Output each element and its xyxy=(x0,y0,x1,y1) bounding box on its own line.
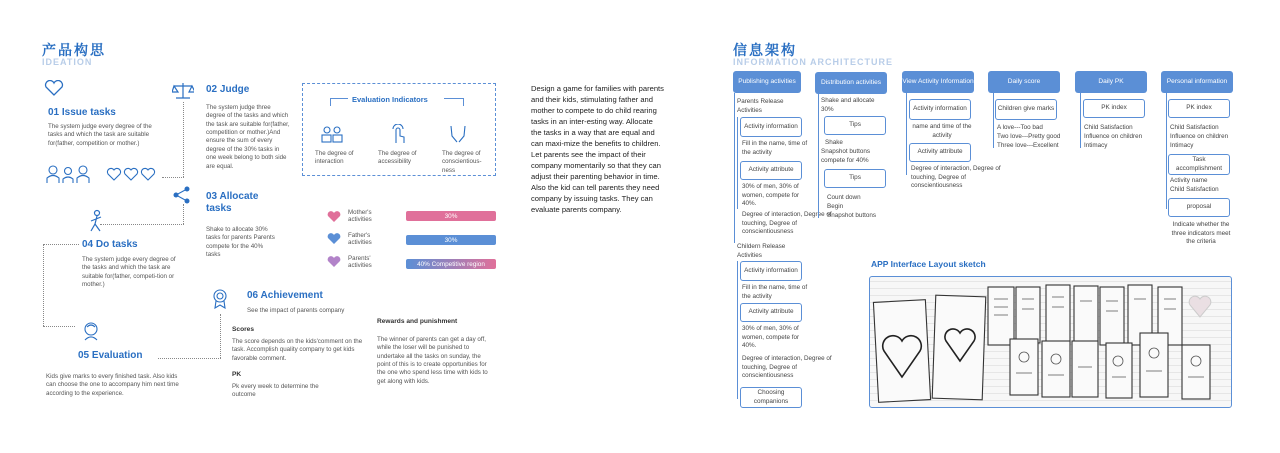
pub-degree-text-2: Degree of interaction, Degree of touching, Degree of conscientiousness xyxy=(742,355,832,379)
dist-begin: Begin xyxy=(827,203,844,210)
ideation-title-cn: 产品构思 xyxy=(42,42,106,58)
view-activity-info-box: Activity information xyxy=(909,99,971,120)
view-name-time: name and time of the activity xyxy=(912,123,972,139)
pub-activity-info-box: Activity information xyxy=(740,117,802,137)
bar-mother-label: Mother's activities xyxy=(348,209,372,223)
personal-proposal-box: proposal xyxy=(1168,198,1230,217)
score-item-2: Two love---Pretty good xyxy=(997,133,1061,140)
evaluation-indicators-title: Evaluation Indicators xyxy=(352,95,428,104)
step-dotasks-title: 04 Do tasks xyxy=(82,239,138,250)
rewards-text: The winner of parents can get a day off, while the loser will be punished to undertake all the tasks on sunday, the point of this is to create opportunities for the one who spend less time with kids to get along with kids. xyxy=(377,336,488,385)
personal-task-item-1: Activity name xyxy=(1170,177,1208,184)
sketch-title: APP Interface Layout sketch xyxy=(871,259,986,269)
step-issue-text: The system judge every degree of the tasks and which the task are suitable for(father, competition or mother.) xyxy=(48,123,152,147)
design-description: Design a game for families with parents and their kids, stimulating father and mother to compete to do child rearing tasks in an inter-esting way. Allocate the tasks in a way that are equal and can maxi-mize the benefits to children. Let parents see the impact of their company momentarily so that they can adjust their parenting behavior in time. Also the kid can tell parents they need company by issuing tasks. They can evaluate parents company. xyxy=(531,84,664,214)
pk-text: Pk every week to determine the outcome xyxy=(232,383,319,399)
people-interaction-icon xyxy=(320,125,344,143)
dist-shake-label: Shake and allocate 30% xyxy=(821,97,875,113)
pk-index-box: PK index xyxy=(1083,99,1145,118)
rewards-title: Rewards and punishment xyxy=(377,318,458,325)
step-evaluation-text: Kids give marks to every finished task. Also kids can choose the one to accompany him next time according to the experience. xyxy=(46,373,179,397)
ideation-title-en: IDEATION xyxy=(42,57,93,67)
personal-pk-item-1: Child Satisfaction xyxy=(1170,124,1219,131)
header-daily-score: Daily score xyxy=(988,71,1060,93)
pub-attr-text: 30% of men, 30% of women, compete for 40%. xyxy=(742,183,800,207)
pub-activity-attr-box-2: Activity attribute xyxy=(740,303,802,322)
pk-title: PK xyxy=(232,371,242,378)
bar-parents: 40% Competitive region xyxy=(406,259,496,269)
child-running-icon xyxy=(88,209,104,233)
header-daily-pk: Daily PK xyxy=(1075,71,1147,93)
step-allocate-text: Shake to allocate 30% tasks for parents Parents compete for the 40% tasks xyxy=(206,226,275,259)
header-view-activity: View Activity Information xyxy=(902,71,974,93)
personal-pk-item-3: Intimacy xyxy=(1170,142,1194,149)
choosing-companions-box: Choosing companions xyxy=(740,387,802,408)
dist-tips-box-2: Tips xyxy=(824,169,886,188)
pk-item-3: Intimacy xyxy=(1084,142,1108,149)
dist-countdown: Count down xyxy=(827,194,861,201)
architecture-title-cn: 信息架构 xyxy=(733,42,797,58)
indicator-interaction: The degree of interaction xyxy=(315,150,354,166)
personal-task-box: Task accomplishment xyxy=(1168,154,1230,175)
family-icon xyxy=(46,164,102,184)
score-item-1: A love---Too bad xyxy=(997,124,1043,131)
heart-icon xyxy=(44,80,64,96)
header-publishing: Publishing activities xyxy=(733,71,801,93)
architecture-title-en: INFORMATION ARCHITECTURE xyxy=(733,57,893,67)
mother-heart-icon xyxy=(327,211,341,223)
dist-snapshot-buttons: Snapshot buttons xyxy=(827,212,877,219)
bar-father: 30% xyxy=(406,235,496,245)
dist-snapshot-label: Snapshot buttons compete for 40% xyxy=(821,148,871,164)
dist-tips-box-1: Tips xyxy=(824,116,886,135)
child-face-icon xyxy=(82,321,100,341)
pub-activity-attr-box: Activity attribute xyxy=(740,161,802,180)
bar-parents-label: Parents' activities xyxy=(348,255,372,269)
pub-degree-text: Degree of interaction, Degree of touching, Degree of conscientiousness xyxy=(742,211,832,235)
score-item-3: Three love---Excellent xyxy=(997,142,1059,149)
hands-icon xyxy=(448,124,468,144)
step-evaluation-title: 05 Evaluation xyxy=(78,350,143,361)
pub-fill-text: Fill in the name, time of the activity xyxy=(742,140,808,156)
father-heart-icon xyxy=(327,233,341,245)
share-icon xyxy=(172,186,192,204)
header-distribution: Distribution activities xyxy=(815,72,887,94)
hearts-icon xyxy=(106,167,156,181)
touch-icon xyxy=(390,124,406,144)
step-achievement-text: See the impact of parents company xyxy=(247,307,345,314)
app-sketch-area xyxy=(869,276,1232,408)
sketch-drawings xyxy=(870,277,1232,408)
parents-heart-icon xyxy=(327,256,341,268)
scale-icon xyxy=(172,82,194,100)
step-issue-title: 01 Issue tasks xyxy=(48,107,116,118)
bar-father-label: Father's activities xyxy=(348,232,372,246)
step-judge-text: The system judge three degree of the tasks and which the task are suitable for(father, competition or mother.)And ensure the sum of every degree of the 30% tasks in one week belong to both side are equal. xyxy=(206,104,290,170)
pk-item-1: Child Satisfaction xyxy=(1084,124,1133,131)
medal-icon xyxy=(212,289,228,309)
view-degree-text: Degree of interaction, Degree of touching, Degree of conscientiousness xyxy=(911,165,1001,189)
step-dotasks-text: The system judge every degree of the tasks and which the task are suitable for(father, competi-tion or mother.) xyxy=(82,256,176,289)
children-release-label: Childern Release Activities xyxy=(737,243,786,259)
dist-shake-text: Shake xyxy=(825,139,843,146)
parents-release-label: Parents Release Activities xyxy=(737,98,784,114)
personal-task-item-2: Child Satisfaction xyxy=(1170,186,1219,193)
pub-fill-text-2: Fill in the name, time of the activity xyxy=(742,284,808,300)
score-children-marks-box: Children give marks xyxy=(995,99,1057,120)
bar-mother: 30% xyxy=(406,211,496,221)
step-judge-title: 02 Judge xyxy=(206,84,250,95)
pub-activity-info-box-2: Activity information xyxy=(740,261,802,281)
personal-pk-item-2: Influence on children xyxy=(1170,133,1229,140)
scores-text: The score depends on the kids'comment on the task. Accomplish quality company to get kids favorable comment. xyxy=(232,338,363,362)
scores-title: Scores xyxy=(232,326,254,333)
step-achievement-title: 06 Achievement xyxy=(247,290,323,301)
view-activity-attr-box: Activity attribute xyxy=(909,143,971,162)
pk-item-2: Influence on children xyxy=(1084,133,1143,140)
personal-proposal-text: Indicate whether the three indicators meet the criteria xyxy=(1171,221,1231,245)
personal-pk-index-box: PK index xyxy=(1168,99,1230,118)
pub-attr-text-2: 30% of men, 30% of women, compete for 40%. xyxy=(742,325,800,349)
indicator-accessibility: The degree of accessibility xyxy=(378,150,417,166)
header-personal-info: Personal information xyxy=(1161,71,1233,93)
step-allocate-title: 03 Allocate tasks xyxy=(206,191,259,214)
indicator-conscientiousness: The degree of conscientious-ness xyxy=(442,150,482,172)
